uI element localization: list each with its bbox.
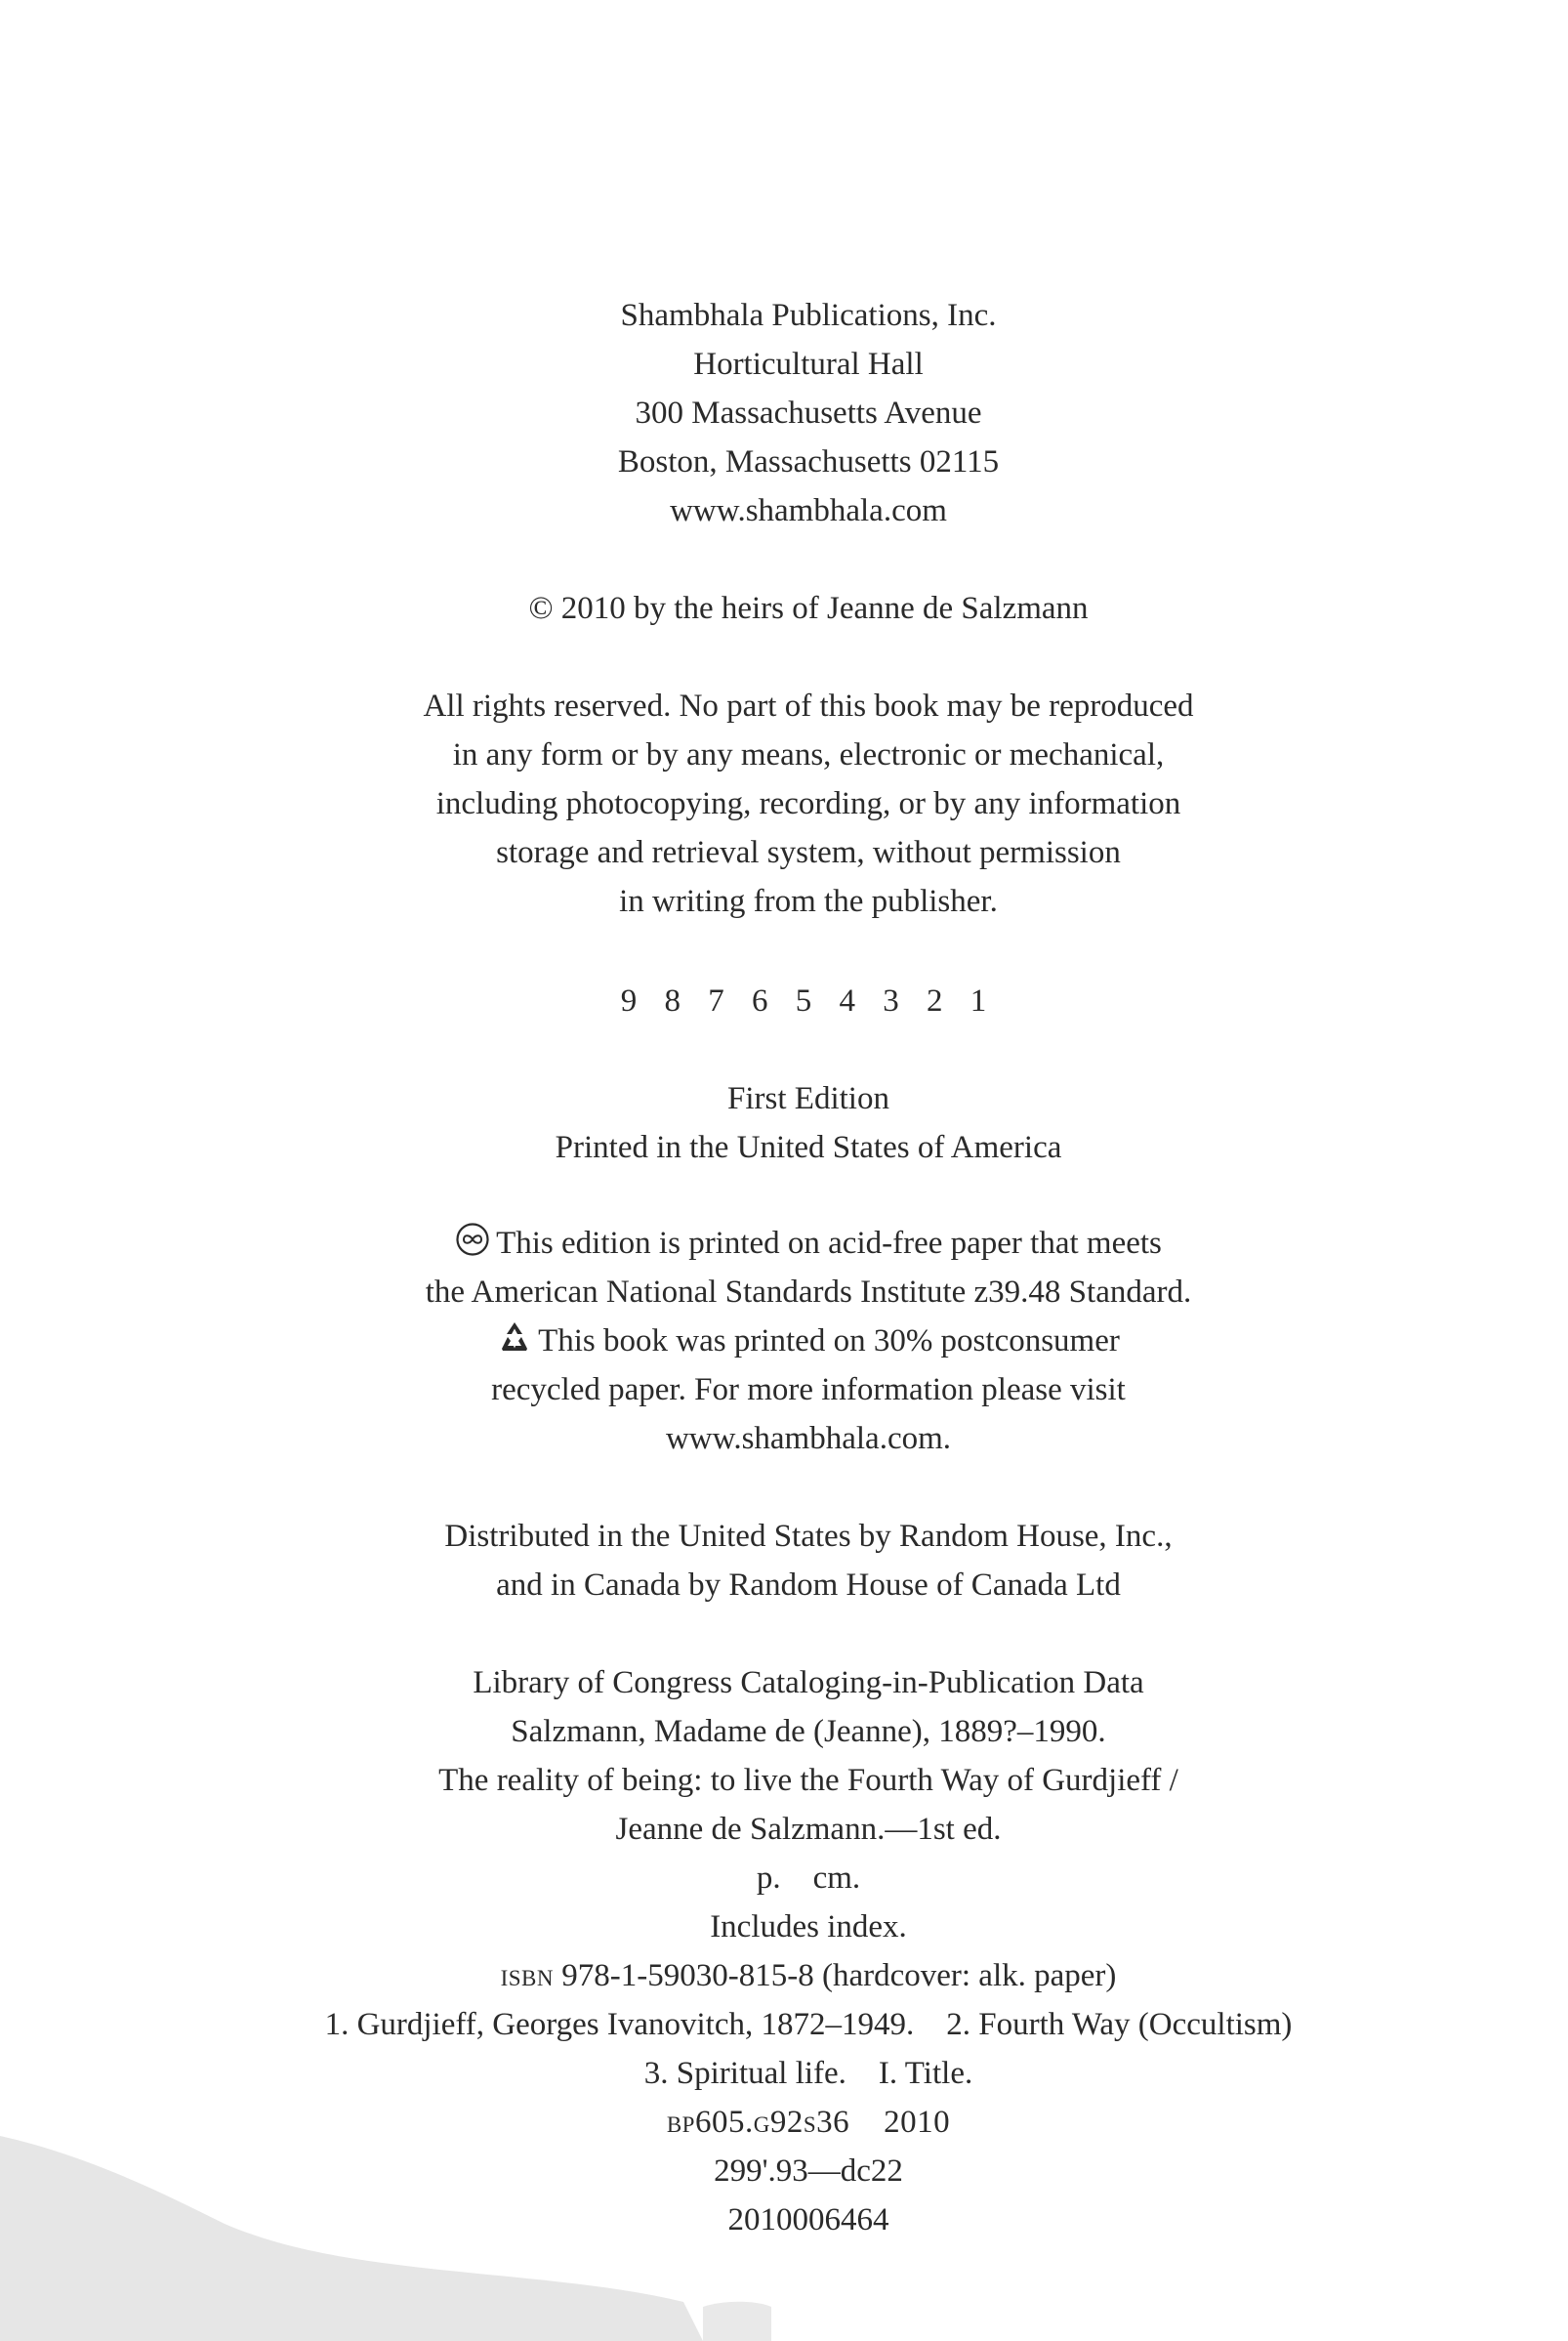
cip-responsibility: Jeanne de Salzmann.—1st ed. bbox=[615, 1812, 1002, 1847]
cip-lccn: 2010006464 bbox=[727, 2202, 889, 2237]
edition-label: First Edition bbox=[727, 1081, 889, 1116]
acid-free-text-1: This edition is printed on acid-free paper that meets bbox=[496, 1226, 1162, 1261]
cip-note: Includes index. bbox=[710, 1909, 907, 1944]
cip-physical: p. cm. bbox=[756, 1860, 861, 1896]
copyright-notice: © 2010 by the heirs of Jeanne de Salzmann bbox=[528, 591, 1089, 626]
isbn-value: 978-1-59030-815-8 (hardcover: alk. paper) bbox=[561, 1958, 1117, 1993]
recycled-line-1 bbox=[0, 1317, 1568, 1369]
distribution-line-2: and in Canada by Random House of Canada Ltd bbox=[496, 1568, 1121, 1603]
publisher-website: www.shambhala.com bbox=[670, 493, 947, 528]
scan-shadow bbox=[0, 2116, 879, 2341]
infinity-circle-icon bbox=[455, 1222, 490, 1272]
acid-free-line-1 bbox=[0, 1219, 1568, 1272]
rights-line-4: storage and retrieval system, without permission bbox=[496, 835, 1121, 870]
printing-line: 9 8 7 6 5 4 3 2 1 bbox=[620, 983, 997, 1019]
publisher-name: Shambhala Publications, Inc. bbox=[620, 298, 997, 333]
rights-line-3: including photocopying, recording, or by any information bbox=[435, 786, 1181, 821]
publisher-street: 300 Massachusetts Avenue bbox=[635, 396, 982, 431]
recycle-icon bbox=[497, 1319, 532, 1369]
publisher-building: Horticultural Hall bbox=[693, 347, 924, 382]
rights-line-1: All rights reserved. No part of this book may be reproduced bbox=[423, 689, 1194, 724]
rights-line-2: in any form or by any means, electronic or mechanical, bbox=[452, 737, 1165, 773]
cip-subjects-1: 1. Gurdjieff, Georges Ivanovitch, 1872–1949. 2. Fourth Way (Occultism) bbox=[324, 2007, 1293, 2042]
publisher-city: Boston, Massachusetts 02115 bbox=[617, 444, 1000, 480]
printed-in: Printed in the United States of America bbox=[555, 1130, 1062, 1165]
cip-isbn-line bbox=[0, 1951, 1568, 2000]
cip-heading: Library of Congress Cataloging-in-Publication Data bbox=[473, 1665, 1144, 1700]
acid-free-line-2: the American National Standards Institute z39.48 Standard. bbox=[425, 1275, 1192, 1310]
cip-subjects-2: 3. Spiritual life. I. Title. bbox=[643, 2056, 973, 2091]
cip-dewey: 299'.93—dc22 bbox=[714, 2153, 903, 2189]
recycled-text-1: This book was printed on 30% postconsumer bbox=[538, 1323, 1120, 1359]
cip-title: The reality of being: to live the Fourth Way of Gurdjieff / bbox=[438, 1763, 1178, 1798]
cip-author: Salzmann, Madame de (Jeanne), 1889?–1990. bbox=[511, 1714, 1106, 1749]
distribution-line-1: Distributed in the United States by Random House, Inc., bbox=[444, 1519, 1173, 1554]
rights-line-5: in writing from the publisher. bbox=[619, 884, 998, 919]
recycled-line-2: recycled paper. For more information please visit bbox=[491, 1372, 1126, 1407]
isbn-label: isbn bbox=[500, 1958, 555, 1993]
cip-lc-class: bp605.g92s36 2010 bbox=[666, 2105, 951, 2140]
recycled-line-3: www.shambhala.com. bbox=[665, 1421, 952, 1456]
